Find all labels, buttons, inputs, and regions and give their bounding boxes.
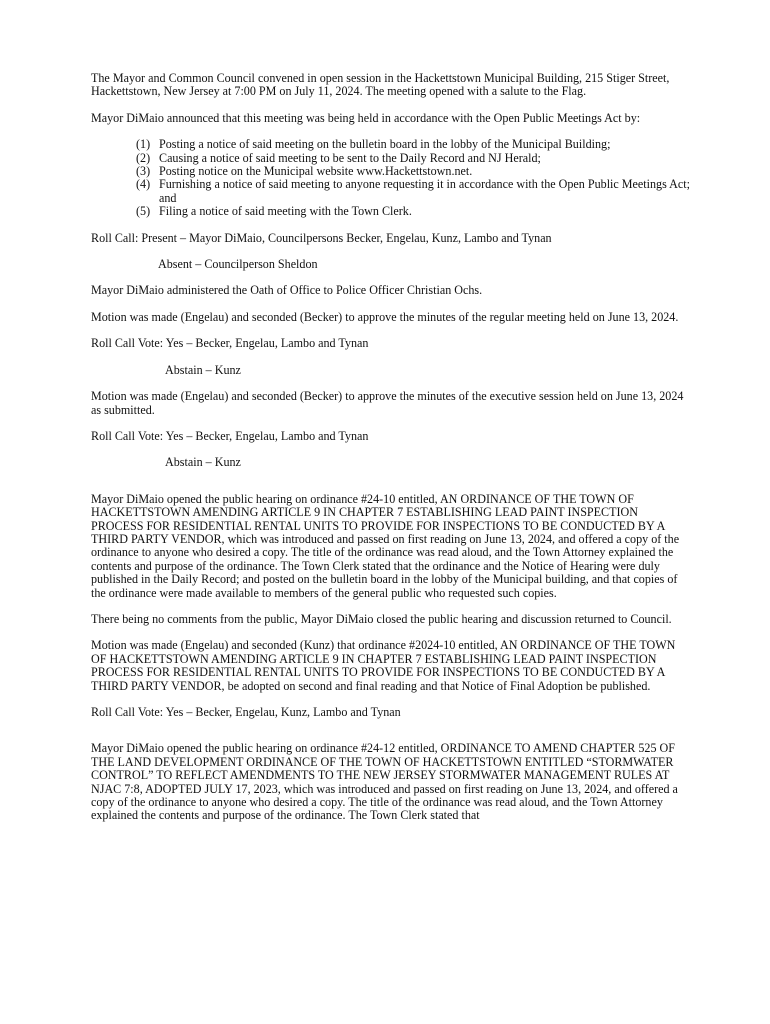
motion-regular-minutes: Motion was made (Engelau) and seconded (Becker) to approve the minutes of the regular meeting held on June 13, 2024. <box>91 309 679 324</box>
list-item: (2) Causing a notice of said meeting to be sent to the Daily Record and NJ Herald; <box>136 150 541 165</box>
motion-executive-minutes: Motion was made (Engelau) and seconded (Becker) to approve the minutes of the executive session held on June 13, 2024 as submitted. <box>91 389 684 417</box>
motion-ordinance-24-10: Motion was made (Engelau) and seconded (Kunz) that ordinance #2024-10 entitled, AN ORDINANCE OF THE TOWN OF HACKETTSTOWN AMENDING ARTICLE 9 IN CHAPTER 7 ESTABLISHING LEAD PAINT INSPECTION PROCESS FOR RESIDENTIAL RENTAL UNITS TO PROVIDE FOR INSPECTIONS TO BE CONDUCTED BY A THIRD PARTY VENDOR, be adopted on second and final reading and that Notice of Final Adoption be published. <box>91 638 676 693</box>
no-comments-paragraph: There being no comments from the public, Mayor DiMaio closed the public hearing and discussion returned to Council. <box>91 611 672 626</box>
hearing-ordinance-24-10: Mayor DiMaio opened the public hearing on ordinance #24-10 entitled, AN ORDINANCE OF THE TOWN OF HACKETTSTOWN AMENDING ARTICLE 9 IN CHAPTER 7 ESTABLISHING LEAD PAINT INSPECTION PROCESS FOR RESIDENTIAL RENTAL UNITS TO PROVIDE FOR INSPECTIONS TO BE CONDUCTED BY A THIRD PARTY VENDOR, which was introduced and passed on first reading on June 13, 2024, and offered a copy of the ordinance to anyone who desired a copy. The title of the ordinance was read aloud, and the Town Attorney explained the contents and purpose of the ordinance. The Town Clerk stated that the ordinance and the Notice of Hearing were duly published in the Daily Record; and posted on the bulletin board in the lobby of the Municipal building, and that copies of the ordinance were made available to members of the general public who requested such copies. <box>91 491 680 600</box>
list-item: (1) Posting a notice of said meeting on the bulletin board in the lobby of the Municipal Building; <box>136 137 611 152</box>
notice-list <box>91 138 691 218</box>
roll-call: Roll Call: Present – Mayor DiMaio, Councilpersons Becker, Engelau, Kunz, Lambo and Tynan <box>91 230 552 245</box>
list-item: (3) Posting notice on the Municipal website www.Hackettstown.net. <box>136 164 473 179</box>
roll-call-vote-2: Roll Call Vote: Yes – Becker, Engelau, Lambo and Tynan <box>91 428 369 443</box>
roll-call-vote-3: Roll Call Vote: Yes – Becker, Engelau, Kunz, Lambo and Tynan <box>91 705 401 719</box>
absent-line: Absent – Councilperson Sheldon <box>158 257 318 272</box>
roll-call-vote-1: Roll Call Vote: Yes – Becker, Engelau, Lambo and Tynan <box>91 336 369 351</box>
abstain-line-1: Abstain – Kunz <box>165 362 241 377</box>
abstain-line-2: Abstain – Kunz <box>165 455 241 470</box>
list-item: (5) Filing a notice of said meeting with the Town Clerk. <box>136 204 412 219</box>
minutes-document <box>91 72 691 836</box>
list-item: (4) Furnishing a notice of said meeting to anyone requesting it in accordance with the Open Public Meetings Act; and <box>136 177 690 205</box>
oath-paragraph: Mayor DiMaio administered the Oath of Office to Police Officer Christian Ochs. <box>91 283 483 298</box>
announcement-paragraph: Mayor DiMaio announced that this meeting was being held in accordance with the Open Public Meetings Act by: <box>91 110 641 125</box>
hearing-ordinance-24-12: Mayor DiMaio opened the public hearing on ordinance #24-12 entitled, ORDINANCE TO AMEND CHAPTER 525 OF THE LAND DEVELOPMENT ORDINANCE OF THE TOWN OF HACKETTSTOWN ENTITLED “STORMWATER CONTROL” TO REFLECT AMENDMENTS TO THE NEW JERSEY STORMWATER MANAGEMENT RULES AT NJAC 7:8, ADOPTED JULY 17, 2023, which was introduced and passed on first reading on June 13, 2024, and offered a copy of the ordinance to anyone who desired a copy. The title of the ordinance was read aloud, and the Town Attorney explained the contents and purpose of the ordinance. The Town Clerk stated that <box>91 741 678 823</box>
opening-paragraph: The Mayor and Common Council convened in open session in the Hackettstown Municipal Building, 215 Stiger Street, Hackettstown, New Jersey at 7:00 PM on July 11, 2024. The meeting opened with a salute to the Flag. <box>91 71 670 99</box>
